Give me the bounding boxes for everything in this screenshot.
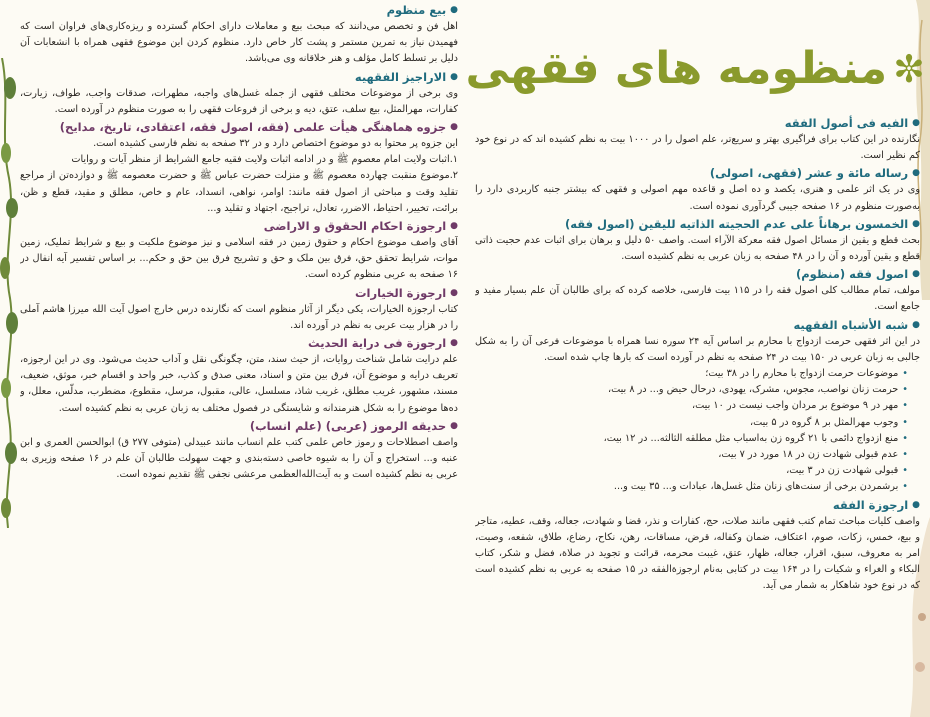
bullet-icon: ● [912, 118, 920, 128]
section-heading: ● ارجوزة الخیارات [354, 285, 458, 300]
bullet-icon: ● [912, 168, 920, 179]
section-shibh [475, 317, 920, 496]
section-paragraph: اهل فن و تخصص می‌دانند که مبحث بیع و معاملات دارای احکام گسترده و ریزه‌کاری‌های فراوان است که فهمیدن نیاز به تمرین مستمر و پشت کار خاص دارد. منظوم کردن این موضوع فقهی همراه با انشعابات آن دلیل بر تسلط کامل مؤلف و هنر خلاقانه وی می‌باشد. [20, 21, 458, 65]
star-ornament-icon: ✼ [893, 47, 925, 91]
section-paragraph: وی برخی از موضوعات مختلف فقهی از جمله غسل‌های واجبه، مطهرات، صدقات واجب، طواف، زیارت، کفارات، مهرالمثل، بیع سلف، عتق، دیه و برخی از فروعات فقهی را به صورت منظوم در آورده است. [20, 87, 458, 115]
section-paragraph: کتاب ارجوزة الخیارات، یکی دیگر از آثار منظوم است که نگارنده درس خارج اصول آیت الله میرزا هاشم آملی را در هزار بیت عربی به نظم در آورده اند. [20, 303, 458, 331]
section-huquq [20, 218, 458, 284]
bullet-icon: ● [450, 71, 458, 82]
section-heading: ● اصول فقه (منظوم) [795, 267, 920, 282]
section-paragraph: واصف کلیات مباحث تمام کتب فقهی مانند صلات، حج، کفارات و نذر، قضا و شهادت، جعاله، وقف، عطیه، متاجر و بیع، خمس، زکات، صوم، اعتکاف، ضمان وکفاله، قرض، مساقات، رهن، نکاح، رضاع، طلاق، شفعه، وصیت، امر به معروف، سبق، اقرار، جعاله، ظهار، عتق، غیبت محرمه، قرائت و تجوید در صلاة، فضل و شکر، کتاب البکاء و الغراء و شکیات را در ۱۶۴ بیت در کتابی به‌نام ارجوزةالفقه در ۱۵ صفحه به عربی به نظم کشیده است که در نوع خود شاهکار به شمار می آید. [475, 515, 920, 592]
section-heading: ● ارجوزة فی درایة الحدیث [308, 336, 458, 351]
section-alfiyah [475, 115, 920, 164]
sub-list [475, 366, 920, 496]
list-item: • برشمردن برخی از سنت‌های زنان مثل غسل‌ها، عبادات و... ۳۵ بیت و... [475, 479, 908, 495]
section-heading: ● الاراجیز الفقهیه [354, 69, 458, 84]
section-risalah [475, 165, 920, 214]
bullet-icon: ● [450, 287, 458, 298]
section-heading: ● حدیقه الرموز (عربی) (علم انساب) [249, 418, 458, 433]
section-usul [475, 266, 920, 315]
section-arajiz [20, 69, 458, 118]
list-item: • وجوب مهرالمثل بر ۸ گروه در ۵ بیت، [475, 415, 908, 431]
section-heading: ● بیع منظوم [386, 3, 458, 17]
section-paragraph: آقای واصف موضوع احکام و حقوق زمین در فقه اسلامی و نیز موضوع ملکیت و بیع و شرایط تملیک، زمین موات، شرایط تحقق حق، فرق بین ملک و حق و تشریح فرق بین حق و حکم... بر اساس تفسیر آیه انفال در ۱۶ صفحه به عربی منظوم کرده است. [20, 237, 458, 281]
left-column [20, 2, 458, 717]
list-item: • مهر در ۹ موضوع بر مردان واجب نیست در ۱۰ بیت، [475, 398, 908, 414]
bullet-icon: ● [912, 499, 920, 510]
bullet-icon: ● [450, 122, 458, 133]
page-title: منظومه های فقهی [465, 43, 888, 94]
section-paragraph: ۱.اثبات ولایت امام معصوم ﷺ و در ادامه اثبات ولایت فقیه جامع الشرایط از منظر آیات و روایات [71, 154, 458, 166]
section-bay [20, 2, 458, 68]
section-paragraph: نگارنده در این کتاب برای فراگیری بهتر و سریع‌تر، علم اصول را در ۱۰۰۰ بیت به نظم کشیده اند که در نوع خود کم نظیر است. [475, 134, 920, 162]
section-paragraph: ۲.موضوع منقبت چهارده معصوم ﷺ و منزلت حضرت عباس ﷺ و حضرت معصومه ﷺ و دوازده‌تن از مراجع تقلید وقت و مباحثی از اصول فقه مانند: اوامر، نواهی، انسداد، عام و خاص، مطلق و مقید، قطع و ظن، برائت، تخییر، احتیاط، الاضرر، تعادل، تراجیح، اجتهاد و تقلید و... [20, 170, 458, 214]
section-heading: ● الفیه فی أصول الفقه [784, 116, 920, 130]
section-paragraph: مولف، تمام مطالب کلی اصول فقه را در ۱۱۵ بیت فارسی، خلاصه کرده که برای طالبان آن علم بسیار مفید و جامع است. [475, 285, 920, 313]
section-dirayah [20, 335, 458, 417]
section-hadiqah [20, 418, 458, 484]
leaf-vine-icon [0, 58, 18, 528]
section-khamsun [475, 216, 920, 265]
list-item: • عدم قبولی شهادت زن در ۱۸ مورد در ۷ بیت، [475, 447, 908, 463]
list-item: • موضوعات حرمت ازدواج با محارم را در ۳۸ بیت؛ [475, 366, 908, 382]
section-paragraph: واصف اصطلاحات و رموز خاص علمی کتب علم انساب مانند عبیدلی (متوفی ۲۷۷ ق) ابوالحسن العمری و ابن عنبه و... استخراج و آن را به شیوه خاصی دسته‌بندی و جهت سهولت طالبان آن علم در ۱۶ صفحه وزیری به عربی به نظم کشیده است و به آیت‌الله‌العظمی مرعشی نجفی ﷺ تقدیم نموده است. [20, 436, 458, 481]
section-paragraph: در این اثر فقهی حرمت ازدواج با محارم بر اساس آیه ۲۴ سوره نسا همراه با موضوعات فرعی آن را به شکل جالبی به زبان عربی در ۱۵۰ بیت در ۲۴ صفحه به نظم در آورده است که بارها چاپ شده است. [475, 335, 920, 363]
bullet-icon: ● [912, 218, 920, 229]
list-item: • منع ازدواج دائمی با ۲۱ گروه زن به‌اسباب مثل مطلقه الثالثه... در ۱۲ بیت، [475, 431, 908, 447]
section-paragraph: بحث قطع و یقین از مسائل اصول فقه معرکة الآراء است. واصف ۵۰ دلیل و برهان برای اثبات عدم حجیت ذاتی قطع و یقین آورده و آن را در ۴۸ صفحه به زبان عربی به نظم کشیده است. [475, 234, 920, 263]
section-heading: ● جزوه هماهنگی هیأت علمی (فقه، اصول فقه، اعتقادی، تاریخ، مدایح) [59, 120, 458, 135]
section-paragraph: این جزوه پر محتوا به دو موضوع اختصاص دارد و در ۳۲ صفحه به نظم فارسی کشیده است. [93, 138, 458, 150]
page-title-block [465, 34, 925, 104]
right-column [475, 115, 920, 717]
section-khiyarat [20, 285, 458, 334]
section-paragraph: علم درایت شامل شناخت روایات، از حیث سند، متن، چگونگی نقل و آداب حدیث می‌شود. وی در این ارجوزه، تعریف درایه و موضوع آن، فرق بین متن و اسناد، معنی صدق و کذب، خبر واحد و اقسام خبر، موثق، ضعیف، مسند، مشهور، غریب مطلق، غریب شاذ، مسلسل، عالی، مقبول، مرسل، مقطوع، مضطرب، مدلّس، معلل، و ده‌ها موضوع را به شکل هنرمندانه و شایستگی در فصول مختلف به زبان عربی به نظم کشیده است. [20, 354, 458, 414]
section-heading: ● ارجوزة احکام الحقوق و الاراضی [263, 219, 458, 234]
section-heading: ● الخمسون برهاناً علی عدم الحجیته الذاتیه للیقین (اصول فقه) [565, 216, 920, 231]
section-heading: ● شبه الأشباه الفقهیه [793, 317, 920, 332]
bullet-icon: ● [912, 319, 920, 330]
bullet-icon: ● [450, 221, 458, 232]
bullet-icon: ● [450, 338, 458, 349]
section-jozveh [20, 119, 458, 217]
list-item: • حرمت زنان نواصب، مجوس، مشرک، یهودی، درحال حیض و... در ۸ بیت، [475, 382, 908, 398]
list-item: • قبولی شهادت زن در ۳ بیت، [475, 463, 908, 479]
bullet-icon: ● [912, 269, 920, 280]
section-heading: ● ارجوزة الفقه [832, 497, 920, 512]
section-paragraph: وی در یک اثر علمی و هنری، یکصد و ده اصل و قاعده مهم اصولی و فقهی که بیشتر جنبه کاربردی دارد را به‌صورت منظوم در ۱۶ صفحه جیبی گردآوری نموده است. [475, 184, 920, 212]
section-heading: ● رساله مائة و عشر (فقهی، اصولی) [709, 166, 920, 181]
bullet-icon: ● [450, 5, 458, 15]
section-urjuzat-fiqh [475, 497, 920, 595]
bullet-icon: ● [450, 420, 458, 431]
